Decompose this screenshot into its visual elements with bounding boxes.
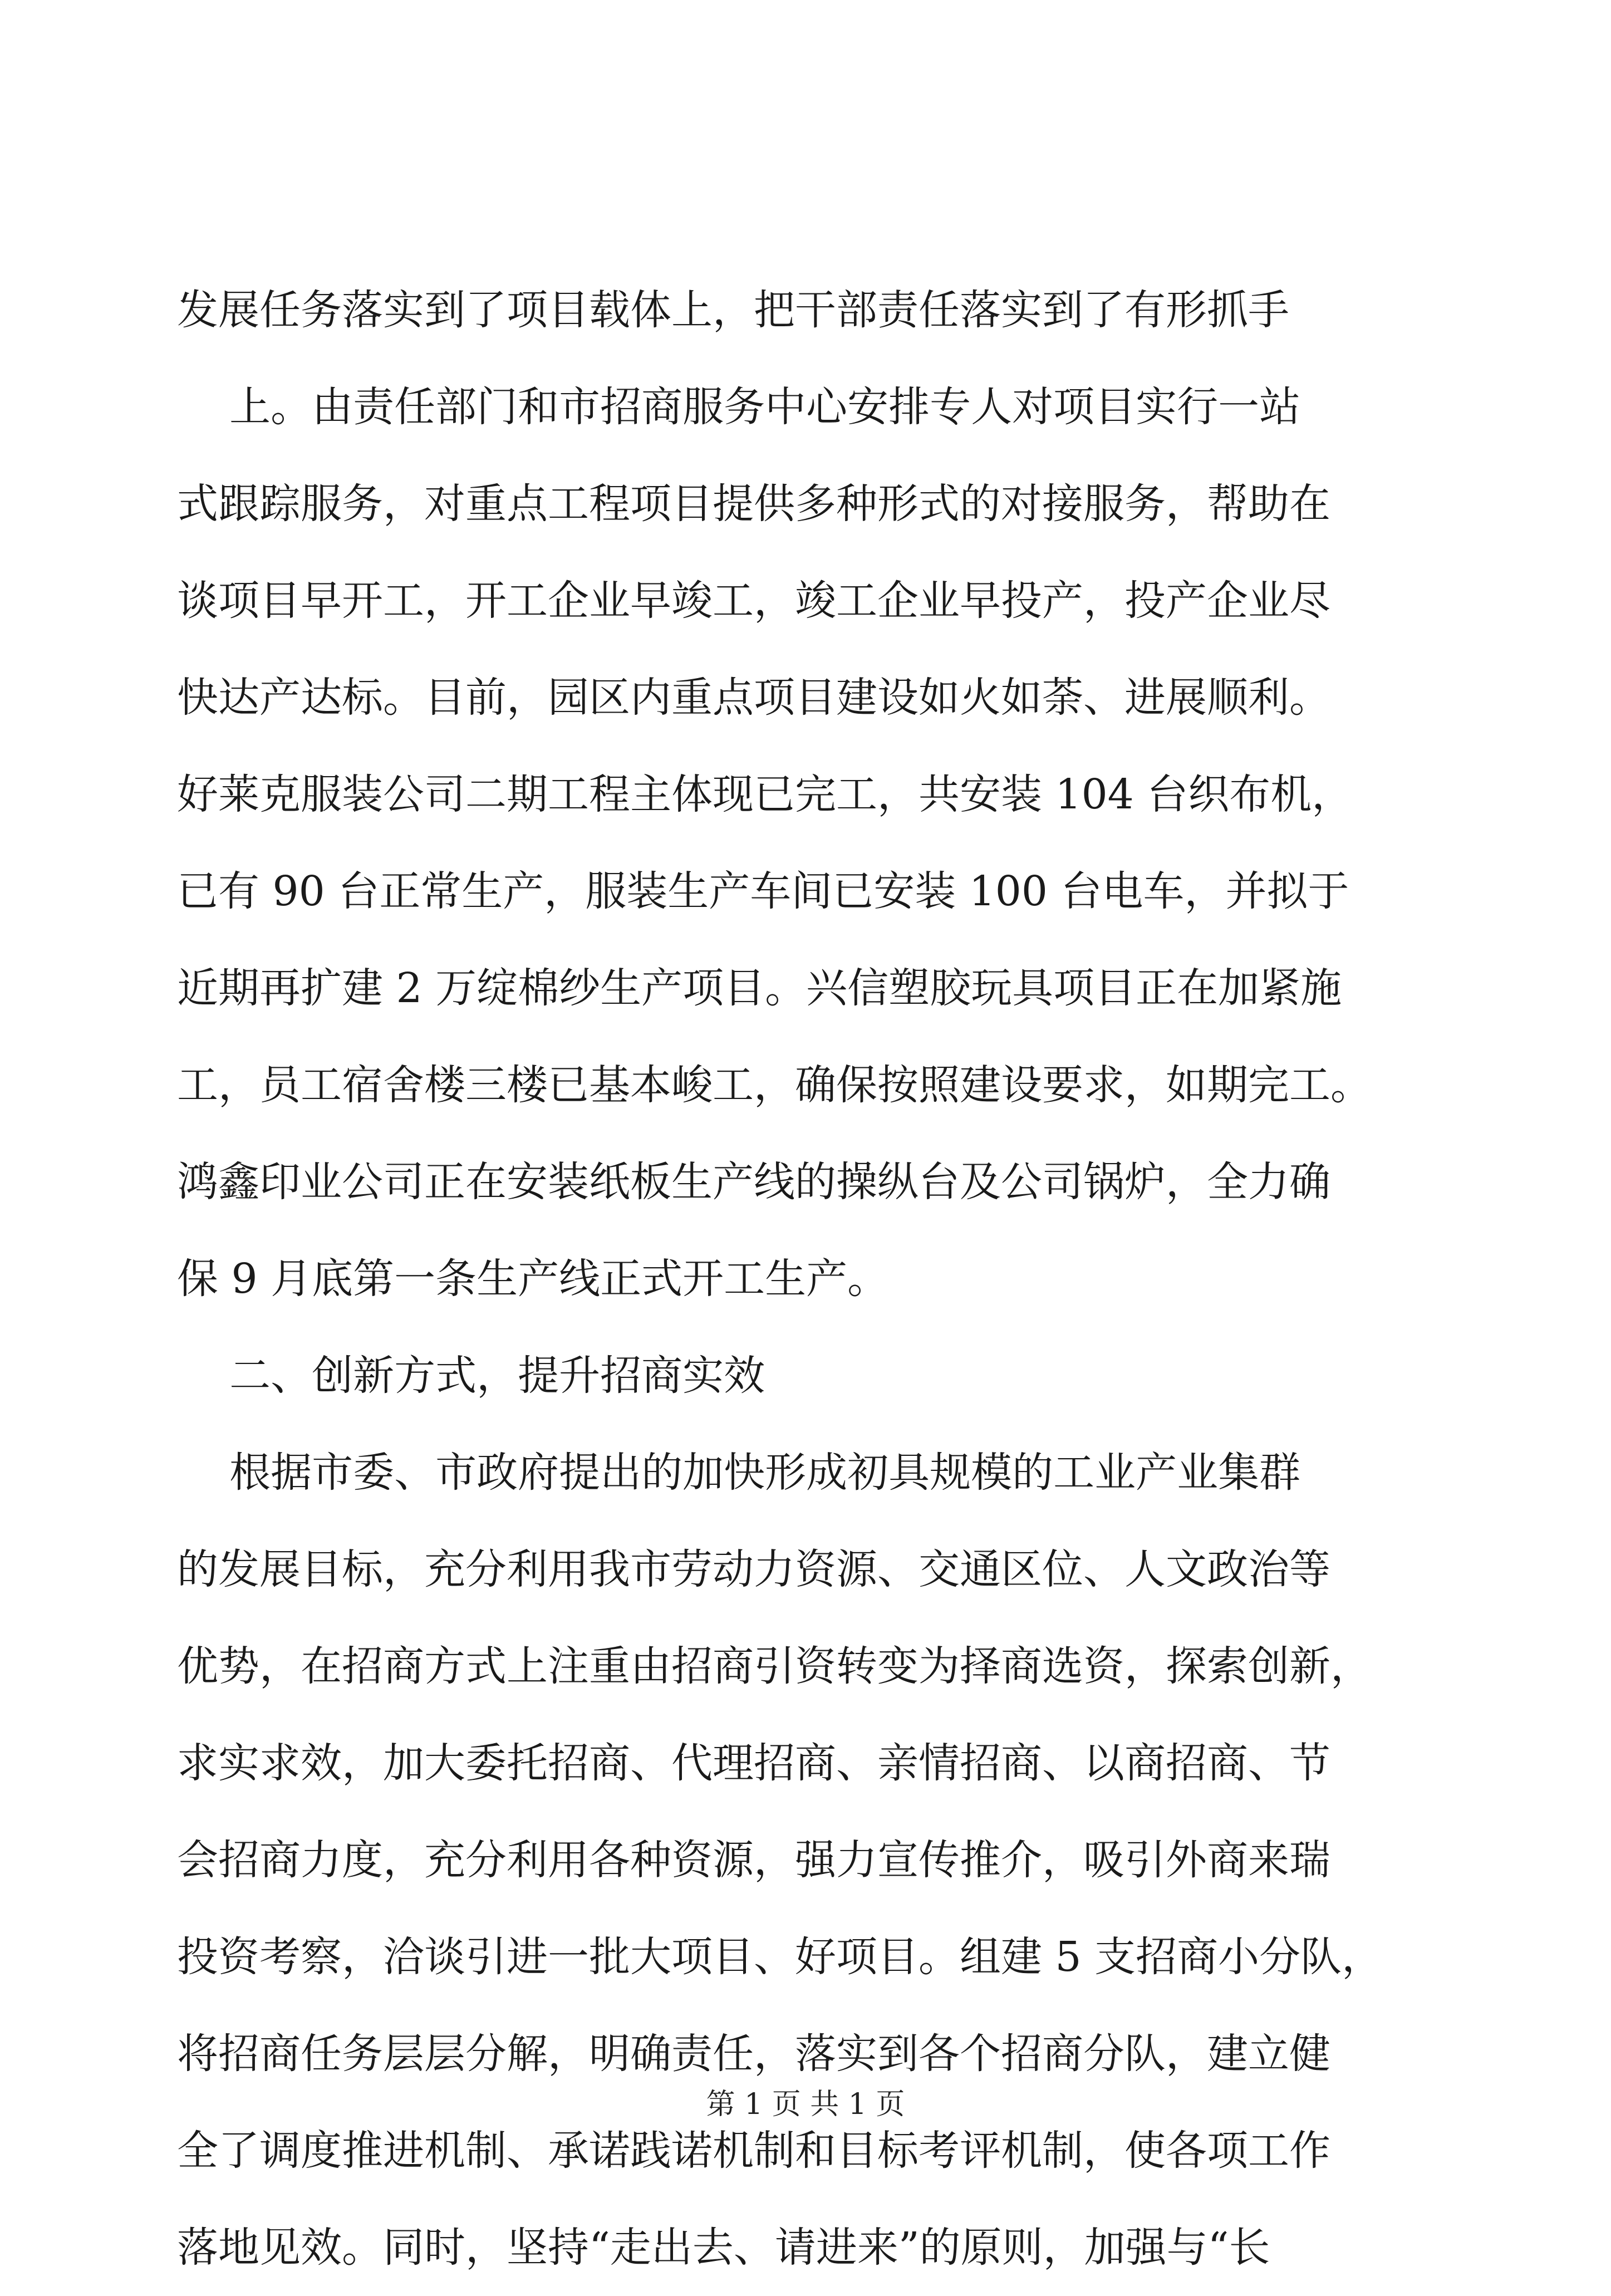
text-line: 上。由责任部门和市招商服务中心安排专人对项目实行一站: [177, 383, 1301, 431]
text-line: 求实求效，加大委托招商、代理招商、亲情招商、以商招商、节: [177, 1739, 1330, 1787]
section-heading: 二、创新方式，提升招商实效: [177, 1352, 765, 1400]
text-line: 式跟踪服务，对重点工程项目提供多种形式的对接服务，帮助在: [177, 480, 1330, 528]
text-line: 好莱克服装公司二期工程主体现已完工，共安装 104 台织布机，: [177, 771, 1353, 818]
text-line: 保 9 月底第一条生产线正式开工生产。: [177, 1255, 889, 1303]
text-line: 全了调度推进机制、承诺践诺机制和目标考评机制，使各项工作: [177, 2127, 1330, 2175]
text-line: 根据市委、市政府提出的加快形成初具规模的工业产业集群: [177, 1449, 1301, 1497]
text-line: 谈项目早开工，开工企业早竣工，竣工企业早投产，投产企业尽: [177, 577, 1330, 625]
text-line: 优势，在招商方式上注重由招商引资转变为择商选资，探索创新，: [177, 1642, 1372, 1690]
body-text: [177, 262, 1452, 2296]
text-line: 的发展目标，充分利用我市劳动力资源、交通区位、人文政治等: [177, 1546, 1330, 1593]
text-line: 落地见效。同时，坚持“走出去、请进来”的原则，加强与“长: [177, 2224, 1270, 2272]
text-line: 已有 90 台正常生产，服装生产车间已安装 100 台电车，并拟于: [177, 867, 1349, 915]
text-line: 发展任务落实到了项目载体上，把干部责任落实到了有形抓手: [177, 286, 1289, 334]
text-line: 鸿鑫印业公司正在安装纸板生产线的操纵台及公司锅炉，全力确: [177, 1158, 1330, 1206]
text-line: 工，员工宿舍楼三楼已基本峻工，确保按照建设要求，如期完工。: [177, 1061, 1372, 1109]
text-line: 快达产达标。目前，园区内重点项目建设如火如荼、进展顺利。: [177, 674, 1330, 722]
text-line: 会招商力度，充分利用各种资源，强力宣传推介，吸引外商来瑞: [177, 1836, 1330, 1884]
text-line: 投资考察，洽谈引进一批大项目、好项目。组建 5 支招商小分队，: [177, 1933, 1383, 1981]
page-footer: 第 1 页 共 1 页: [706, 2088, 905, 2121]
text-line: 近期再扩建 2 万绽棉纱生产项目。兴信塑胶玩具项目正在加紧施: [177, 964, 1342, 1012]
text-line: 将招商任务层层分解，明确责任，落实到各个招商分队，建立健: [177, 2030, 1330, 2078]
